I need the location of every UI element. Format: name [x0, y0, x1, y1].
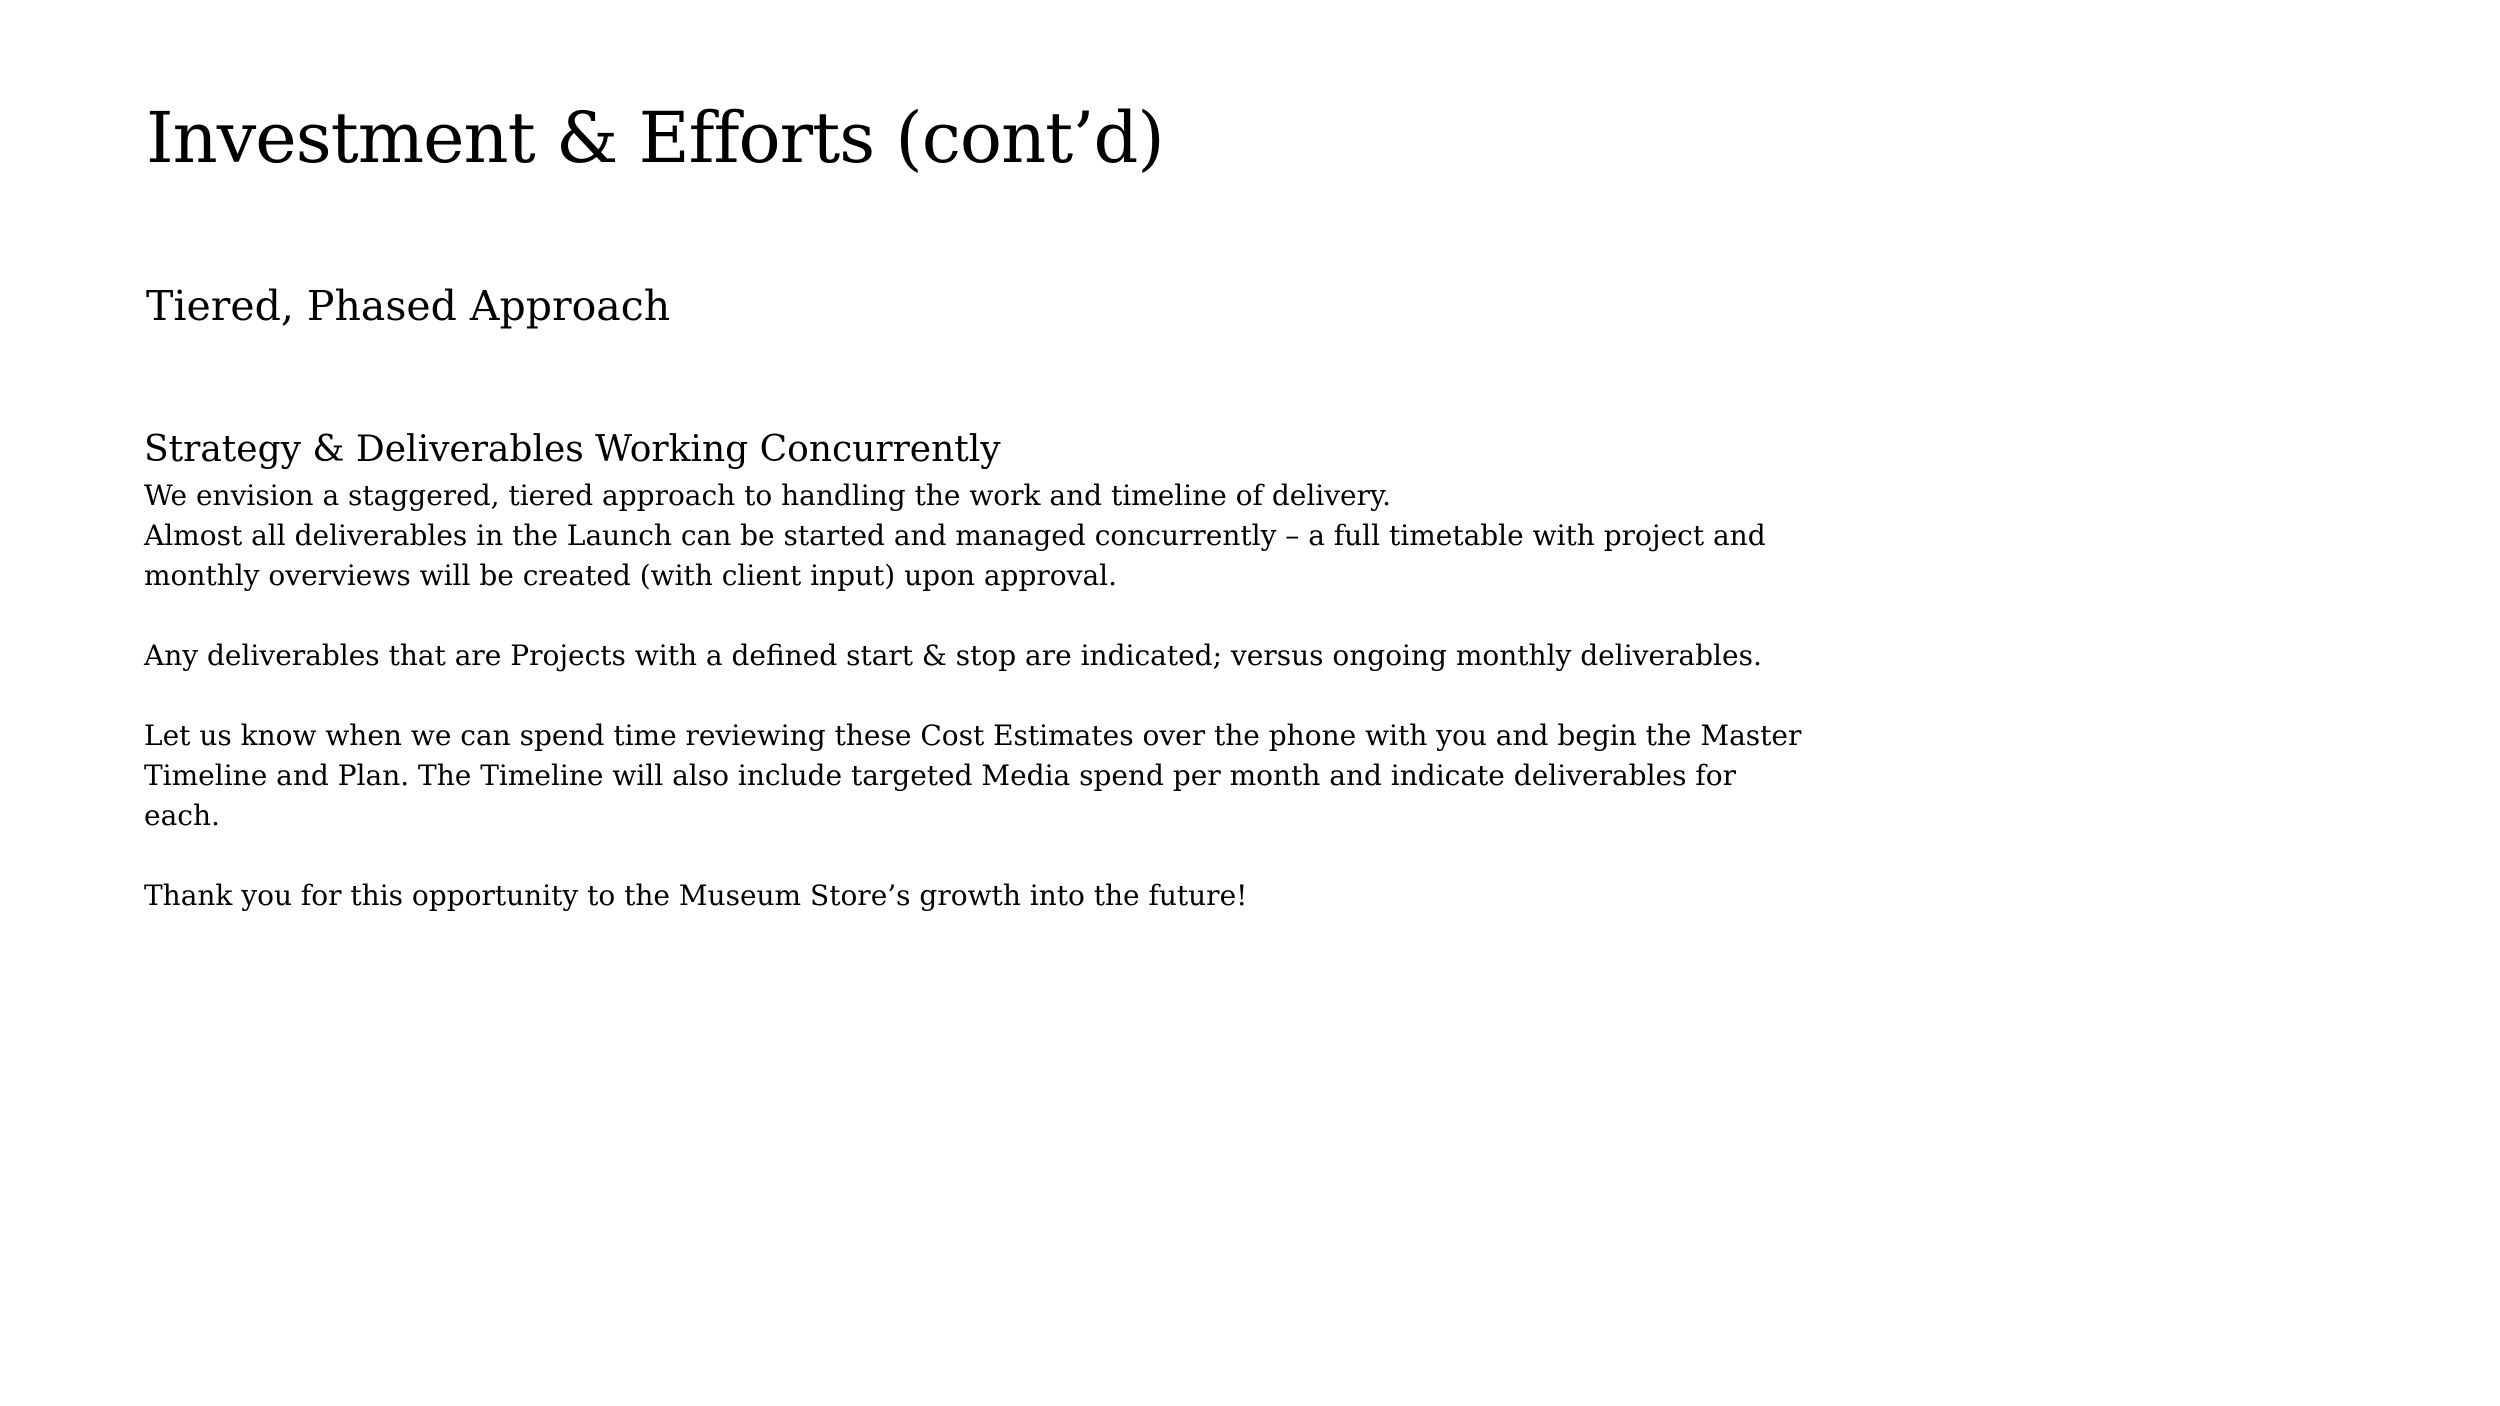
paragraph-concurrent: Almost all deliverables in the Launch can be started and managed concurrently – a full timetable with project and monthly overviews will be created (with client input) upon approval.: [144, 519, 1766, 592]
paragraph-projects: Any deliverables that are Projects with a defined start & stop are indicated; versus ongoing monthly deliverables.: [144, 639, 1762, 672]
paragraph-thanks: Thank you for this opportunity to the Museum Store’s growth into the future!: [144, 879, 1248, 912]
slide-title: Investment & Efforts (cont’d): [146, 97, 1164, 179]
paragraph-approach: We envision a staggered, tiered approach to handling the work and timeline of delivery.: [144, 479, 1391, 512]
body-text-block: [144, 424, 1804, 916]
slide-subtitle: Tiered, Phased Approach: [146, 282, 671, 330]
section-heading: Strategy & Deliverables Working Concurrently: [144, 429, 1001, 470]
paragraph-review: Let us know when we can spend time reviewing these Cost Estimates over the phone with you and begin the Master Timeline and Plan. The Timeline will also include targeted Media spend per month and indicate deliverables for each.: [144, 719, 1802, 832]
